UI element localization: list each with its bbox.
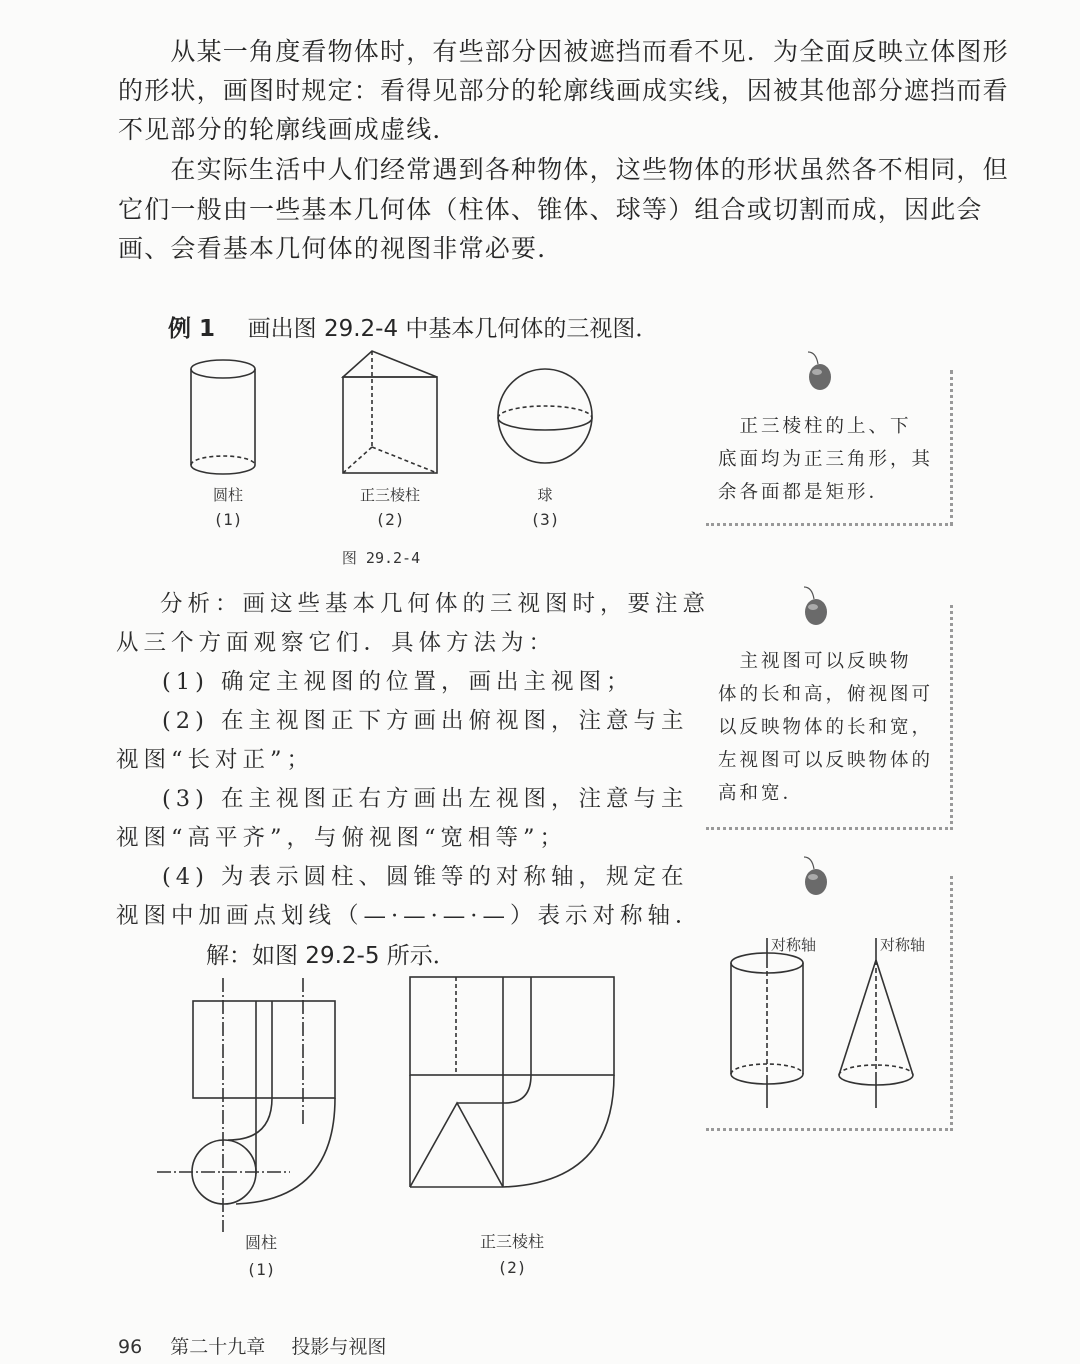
solution-line: 解：如图 29.2-5 所示． [206,943,456,969]
figure-index: (1) [213,510,243,529]
sidenote-line: 高和宽． [718,783,805,804]
intro-line: 在实际生活中人们经常遇到各种物体，这些物体的形状虽然各不相同，但 [118,155,1009,184]
sidenote-line: 主视图可以反映物 [718,651,912,672]
sidenote-line: 余各面都是矩形． [718,482,891,503]
figure-label: 球 [537,486,553,504]
intro-line: 的形状，画图时规定：看得见部分的轮廓线画成实线，因被其他部分遮挡而看 [118,76,1009,105]
intro-line: 从某一角度看物体时，有些部分因被遮挡而看不见．为全面反映立体图形 [118,37,1009,66]
sidenote-line: 以反映物体的长和宽， [718,717,934,738]
sidenote-line: 左视图可以反映物体的 [718,750,934,771]
sidenote-line: 体的长和高，俯视图可 [718,684,934,705]
analysis-line: 分析：画这些基本几何体的三视图时，要注意 [160,591,711,617]
axis-label: 对称轴 [771,936,817,954]
figure-index: (1) [246,1260,276,1279]
example-text: 画出图 29.2-4 中基本几何体的三视图． [247,316,659,342]
figure-index: (2) [375,510,405,529]
analysis-line: (4) 为表示圆柱、圆锥等的对称轴，规定在 [162,864,689,890]
analysis-line: 从三个方面观察它们．具体方法为： [116,630,557,656]
example-label: 例 1 [168,316,216,342]
sidenote-line: 正三棱柱的上、下 [718,416,912,437]
analysis-line: 视图中加画点划线（—·—·—·—）表示对称轴． [116,903,703,929]
figure-label: 圆柱 [212,486,243,504]
axis-label: 对称轴 [880,936,926,954]
page-number: 96 [118,1336,143,1358]
chapter-number: 第二十九章 [170,1336,266,1358]
figure-label: 圆柱 [244,1233,277,1252]
figure-label: 正三棱柱 [479,1232,544,1251]
intro-line: 不见部分的轮廓线画成虚线． [118,115,459,144]
figure-caption: 图 29.2-4 [341,549,421,567]
page-footer [118,1332,386,1359]
analysis-line: (1) 确定主视图的位置，画出主视图； [162,669,634,695]
intro-line: 它们一般由一些基本几何体（柱体、锥体、球等）组合或切割而成，因此会 [118,195,983,224]
sidenote-line: 底面均为正三角形，其 [718,449,934,470]
cone-axis-drawing [839,938,913,1108]
cylinder-axis-drawing [731,938,803,1108]
chapter-title: 投影与视图 [291,1336,387,1358]
analysis-line: (2) 在主视图正下方画出俯视图，注意与主 [162,708,689,734]
figure-index: (3) [530,510,560,529]
analysis-line: (3) 在主视图正右方画出左视图，注意与主 [162,786,689,812]
analysis-line: 视图“长对正”； [116,747,315,773]
analysis-line: 视图“高平齐”，与俯视图“宽相等”； [116,825,568,851]
intro-line: 画、会看基本几何体的视图非常必要． [118,234,564,263]
figure-index: (2) [497,1258,527,1277]
figure-label: 正三棱柱 [359,486,420,504]
